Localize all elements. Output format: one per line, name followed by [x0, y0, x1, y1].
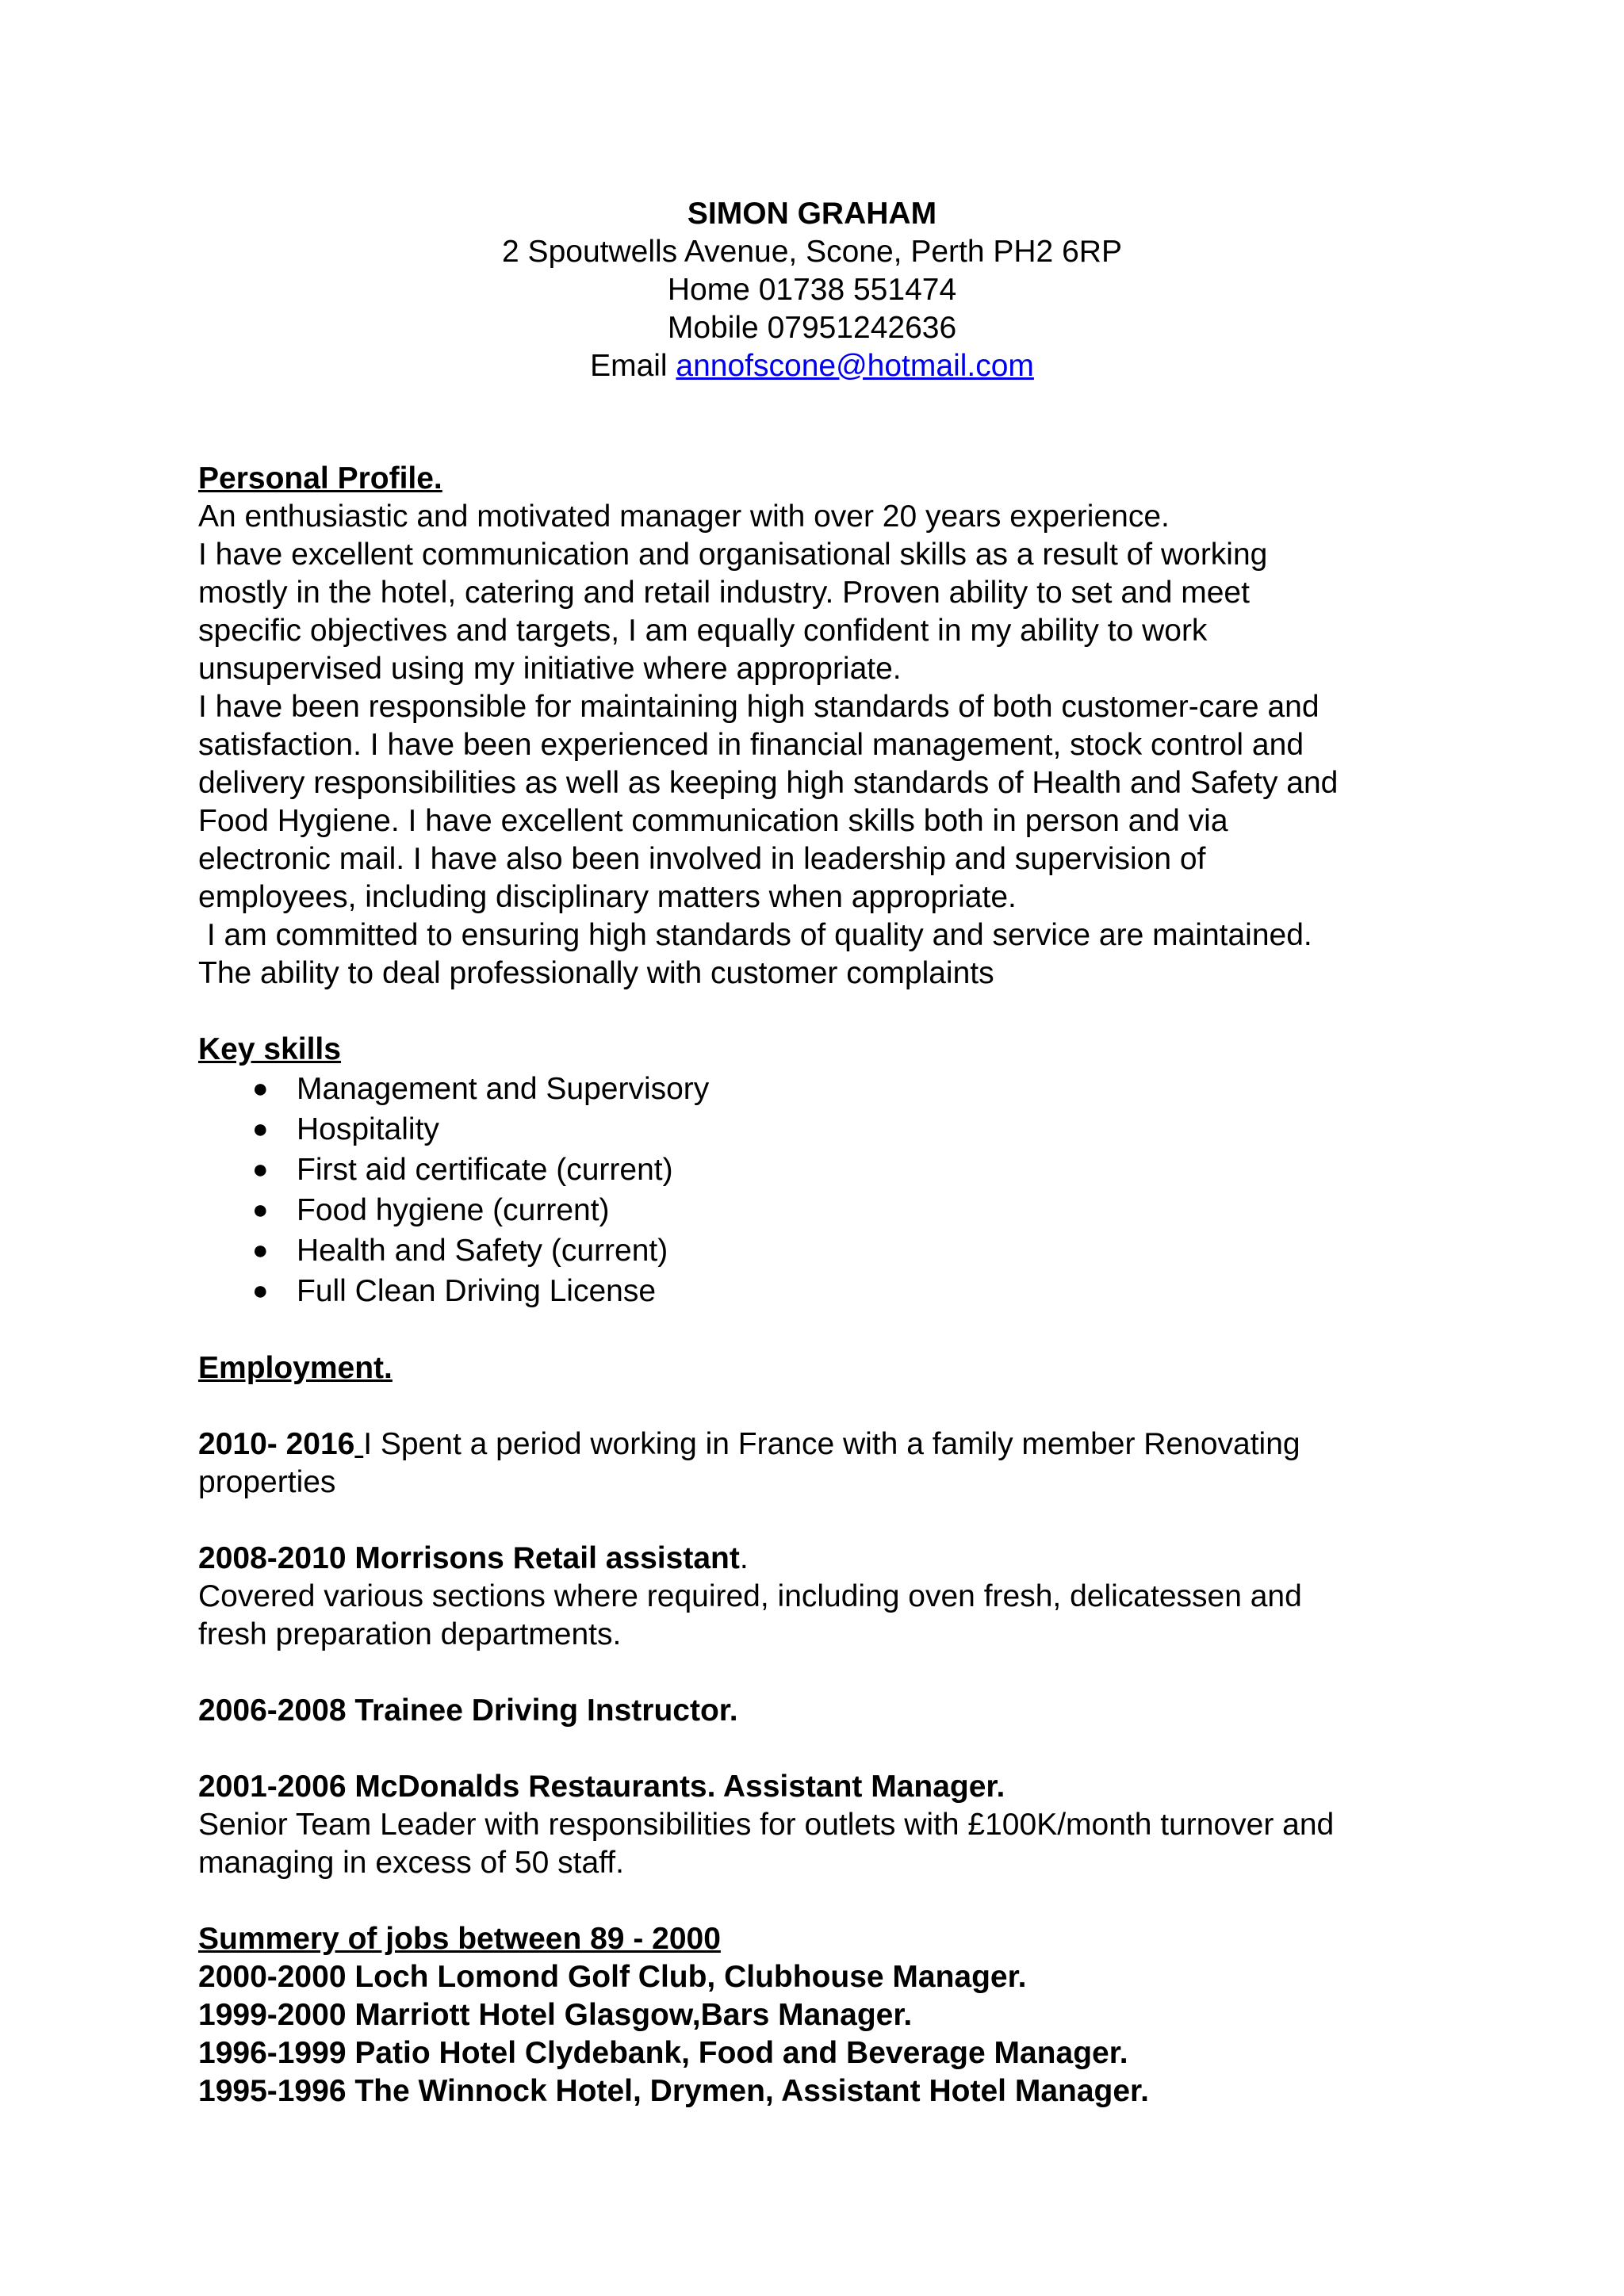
home-phone: Home 01738 551474 [667, 273, 957, 307]
list-item: ● Management and Supervisory [198, 1069, 1435, 1109]
address: 2 Spoutwells Avenue, Scone, Perth PH2 6RP [502, 235, 1122, 269]
job-description: properties [198, 1465, 336, 1499]
job-heading: 2006-2008 Trainee Driving Instructor. [198, 1693, 738, 1728]
email-link[interactable]: annofscone@hotmail.com [676, 349, 1034, 383]
skills-list [198, 1069, 1435, 1311]
profile-line: Food Hygiene. I have excellent communication skills both in person and via [198, 804, 1228, 838]
profile-line: unsupervised using my initiative where appropriate. [198, 652, 902, 686]
bullet-icon: ● [252, 1235, 269, 1265]
profile-line: satisfaction. I have been experienced in financial management, stock control and [198, 728, 1304, 762]
profile-line: I have excellent communication and organisational skills as a result of working [198, 538, 1268, 572]
personal-profile-section [198, 460, 1435, 993]
section-title-skills: Key skills [198, 1032, 341, 1066]
job-description: fresh preparation departments. [198, 1617, 622, 1651]
bullet-icon: ● [252, 1276, 269, 1306]
email-line [0, 347, 1624, 385]
list-item: 1996-1999 Patio Hotel Clydebank, Food and Beverage Manager. [198, 2036, 1128, 2070]
list-item: 2000-2000 Loch Lomond Golf Club, Clubhouse Manager. [198, 1960, 1027, 1994]
profile-line: I have been responsible for maintaining high standards of both customer-care and [198, 690, 1320, 724]
list-item: ● Hospitality [198, 1109, 1435, 1150]
job-description: I Spent a period working in France with a family member Renovating [363, 1427, 1300, 1461]
bullet-icon: ● [252, 1114, 269, 1144]
employment-section [198, 1349, 1435, 1882]
profile-line: specific objectives and targets, I am equally confident in my ability to work [198, 614, 1208, 648]
job-heading: 2001-2006 McDonalds Restaurants. Assistant Manager. [198, 1770, 1005, 1804]
job-entry [198, 1692, 1435, 1730]
cv-document [198, 195, 1435, 2110]
list-item: ● Health and Safety (current) [198, 1230, 1435, 1271]
profile-line: I am committed to ensuring high standards of quality and service are maintained. [198, 918, 1312, 952]
profile-line: electronic mail. I have also been involved in leadership and supervision of [198, 842, 1206, 876]
job-entry [198, 1425, 1435, 1502]
bullet-icon: ● [252, 1154, 269, 1184]
section-title-summary: Summery of jobs between 89 - 2000 [198, 1922, 721, 1956]
bullet-icon: ● [252, 1073, 269, 1104]
key-skills-section [198, 1031, 1435, 1311]
profile-line: The ability to deal professionally with customer complaints [198, 956, 994, 990]
profile-line: employees, including disciplinary matters when appropriate. [198, 880, 1017, 914]
email-label: Email [590, 349, 676, 383]
section-title-profile: Personal Profile. [198, 461, 442, 496]
mobile-phone: Mobile 07951242636 [667, 311, 957, 345]
job-summary-section [198, 1920, 1435, 2110]
job-heading: 2008-2010 Morrisons Retail assistant [198, 1541, 740, 1575]
job-description: managing in excess of 50 staff. [198, 1846, 624, 1880]
job-dates: 2010- 2016 [198, 1427, 355, 1461]
section-title-employment: Employment. [198, 1351, 393, 1385]
list-item: ● Food hygiene (current) [198, 1190, 1435, 1230]
list-item: 1995-1996 The Winnock Hotel, Drymen, Assistant Hotel Manager. [198, 2074, 1149, 2108]
job-description: Senior Team Leader with responsibilities for outlets with £100K/month turnover and [198, 1808, 1335, 1842]
candidate-name: SIMON GRAHAM [687, 197, 937, 231]
bullet-icon: ● [252, 1195, 269, 1225]
job-entry [198, 1768, 1435, 1882]
job-entry: 2008-2010 Morrisons Retail assistant. Covered various sections where required, including oven fresh, delicatessen and fresh preparation departments. [198, 1540, 1435, 1654]
list-item: ● First aid certificate (current) [198, 1150, 1435, 1190]
list-item: 1999-2000 Marriott Hotel Glasgow,Bars Manager. [198, 1998, 913, 2032]
profile-line: mostly in the hotel, catering and retail industry. Proven ability to set and meet [198, 576, 1250, 610]
contact-header [0, 195, 1624, 385]
profile-line: An enthusiastic and motivated manager with over 20 years experience. [198, 499, 1170, 534]
list-item: ● Full Clean Driving License [198, 1271, 1435, 1311]
profile-line: delivery responsibilities as well as keeping high standards of Health and Safety and [198, 766, 1339, 800]
job-description: Covered various sections where required, including oven fresh, delicatessen and [198, 1579, 1302, 1613]
